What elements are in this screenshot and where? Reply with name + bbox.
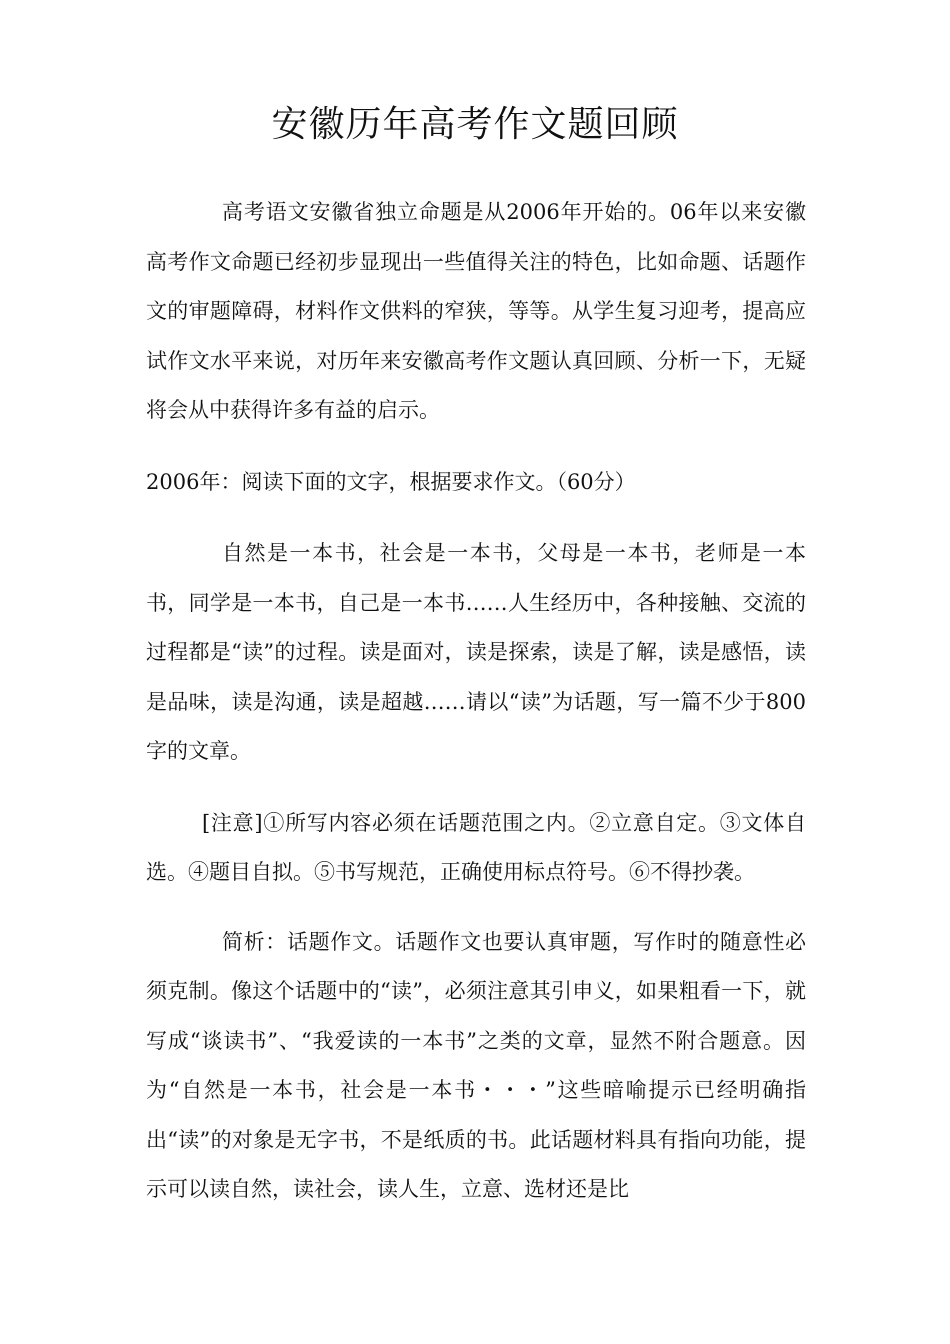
year-2006-analysis: 简析：话题作文。话题作文也要认真审题，写作时的随意性必须克制。像这个话题中的“读”，必须注意其引申义，如果粗看一下，就写成“谈读书”、“我爱读的一本书”之类的文章，显然不附合题意。因为“自然是一本书，社会是一本书・・・”这些暗喻提示已经明确指出“读”的对象是无字书，不是纸质的书。此话题材料具有指向功能，提示可以读自然，读社会，读人生，立意、选材还是比 bbox=[146, 929, 806, 1201]
year-2006-notes: [注意]①所写内容必须在话题范围之内。②立意自定。③文体自选。④题目自拟。⑤书写规范，正确使用标点符号。⑥不得抄袭。 bbox=[146, 810, 806, 884]
year-2006-heading: 2006年：阅读下面的文字，根据要求作文。（60分） bbox=[146, 469, 636, 494]
document-title: 安徽历年高考作文题回顾 bbox=[271, 104, 679, 145]
intro-paragraph: 高考语文安徽省独立命题是从2006年开始的。06年以来安徽高考作文命题已经初步显现出一些值得关注的特色，比如命题、话题作文的审题障碍，材料作文供料的窄狭，等等。从学生复习迎考，提高应试作文水平来说，对历年来安徽高考作文题认真回顾、分析一下，无疑将会从中获得许多有益的启示。 bbox=[146, 200, 806, 422]
year-2006-material: 自然是一本书，社会是一本书，父母是一本书，老师是一本书，同学是一本书，自己是一本书……人生经历中，各种接触、交流的过程都是“读”的过程。读是面对，读是探索，读是了解，读是感悟，读是品味，读是沟通，读是超越……请以“读”为话题，写一篇不少于800字的文章。 bbox=[146, 541, 806, 763]
document-body bbox=[146, 188, 806, 1215]
